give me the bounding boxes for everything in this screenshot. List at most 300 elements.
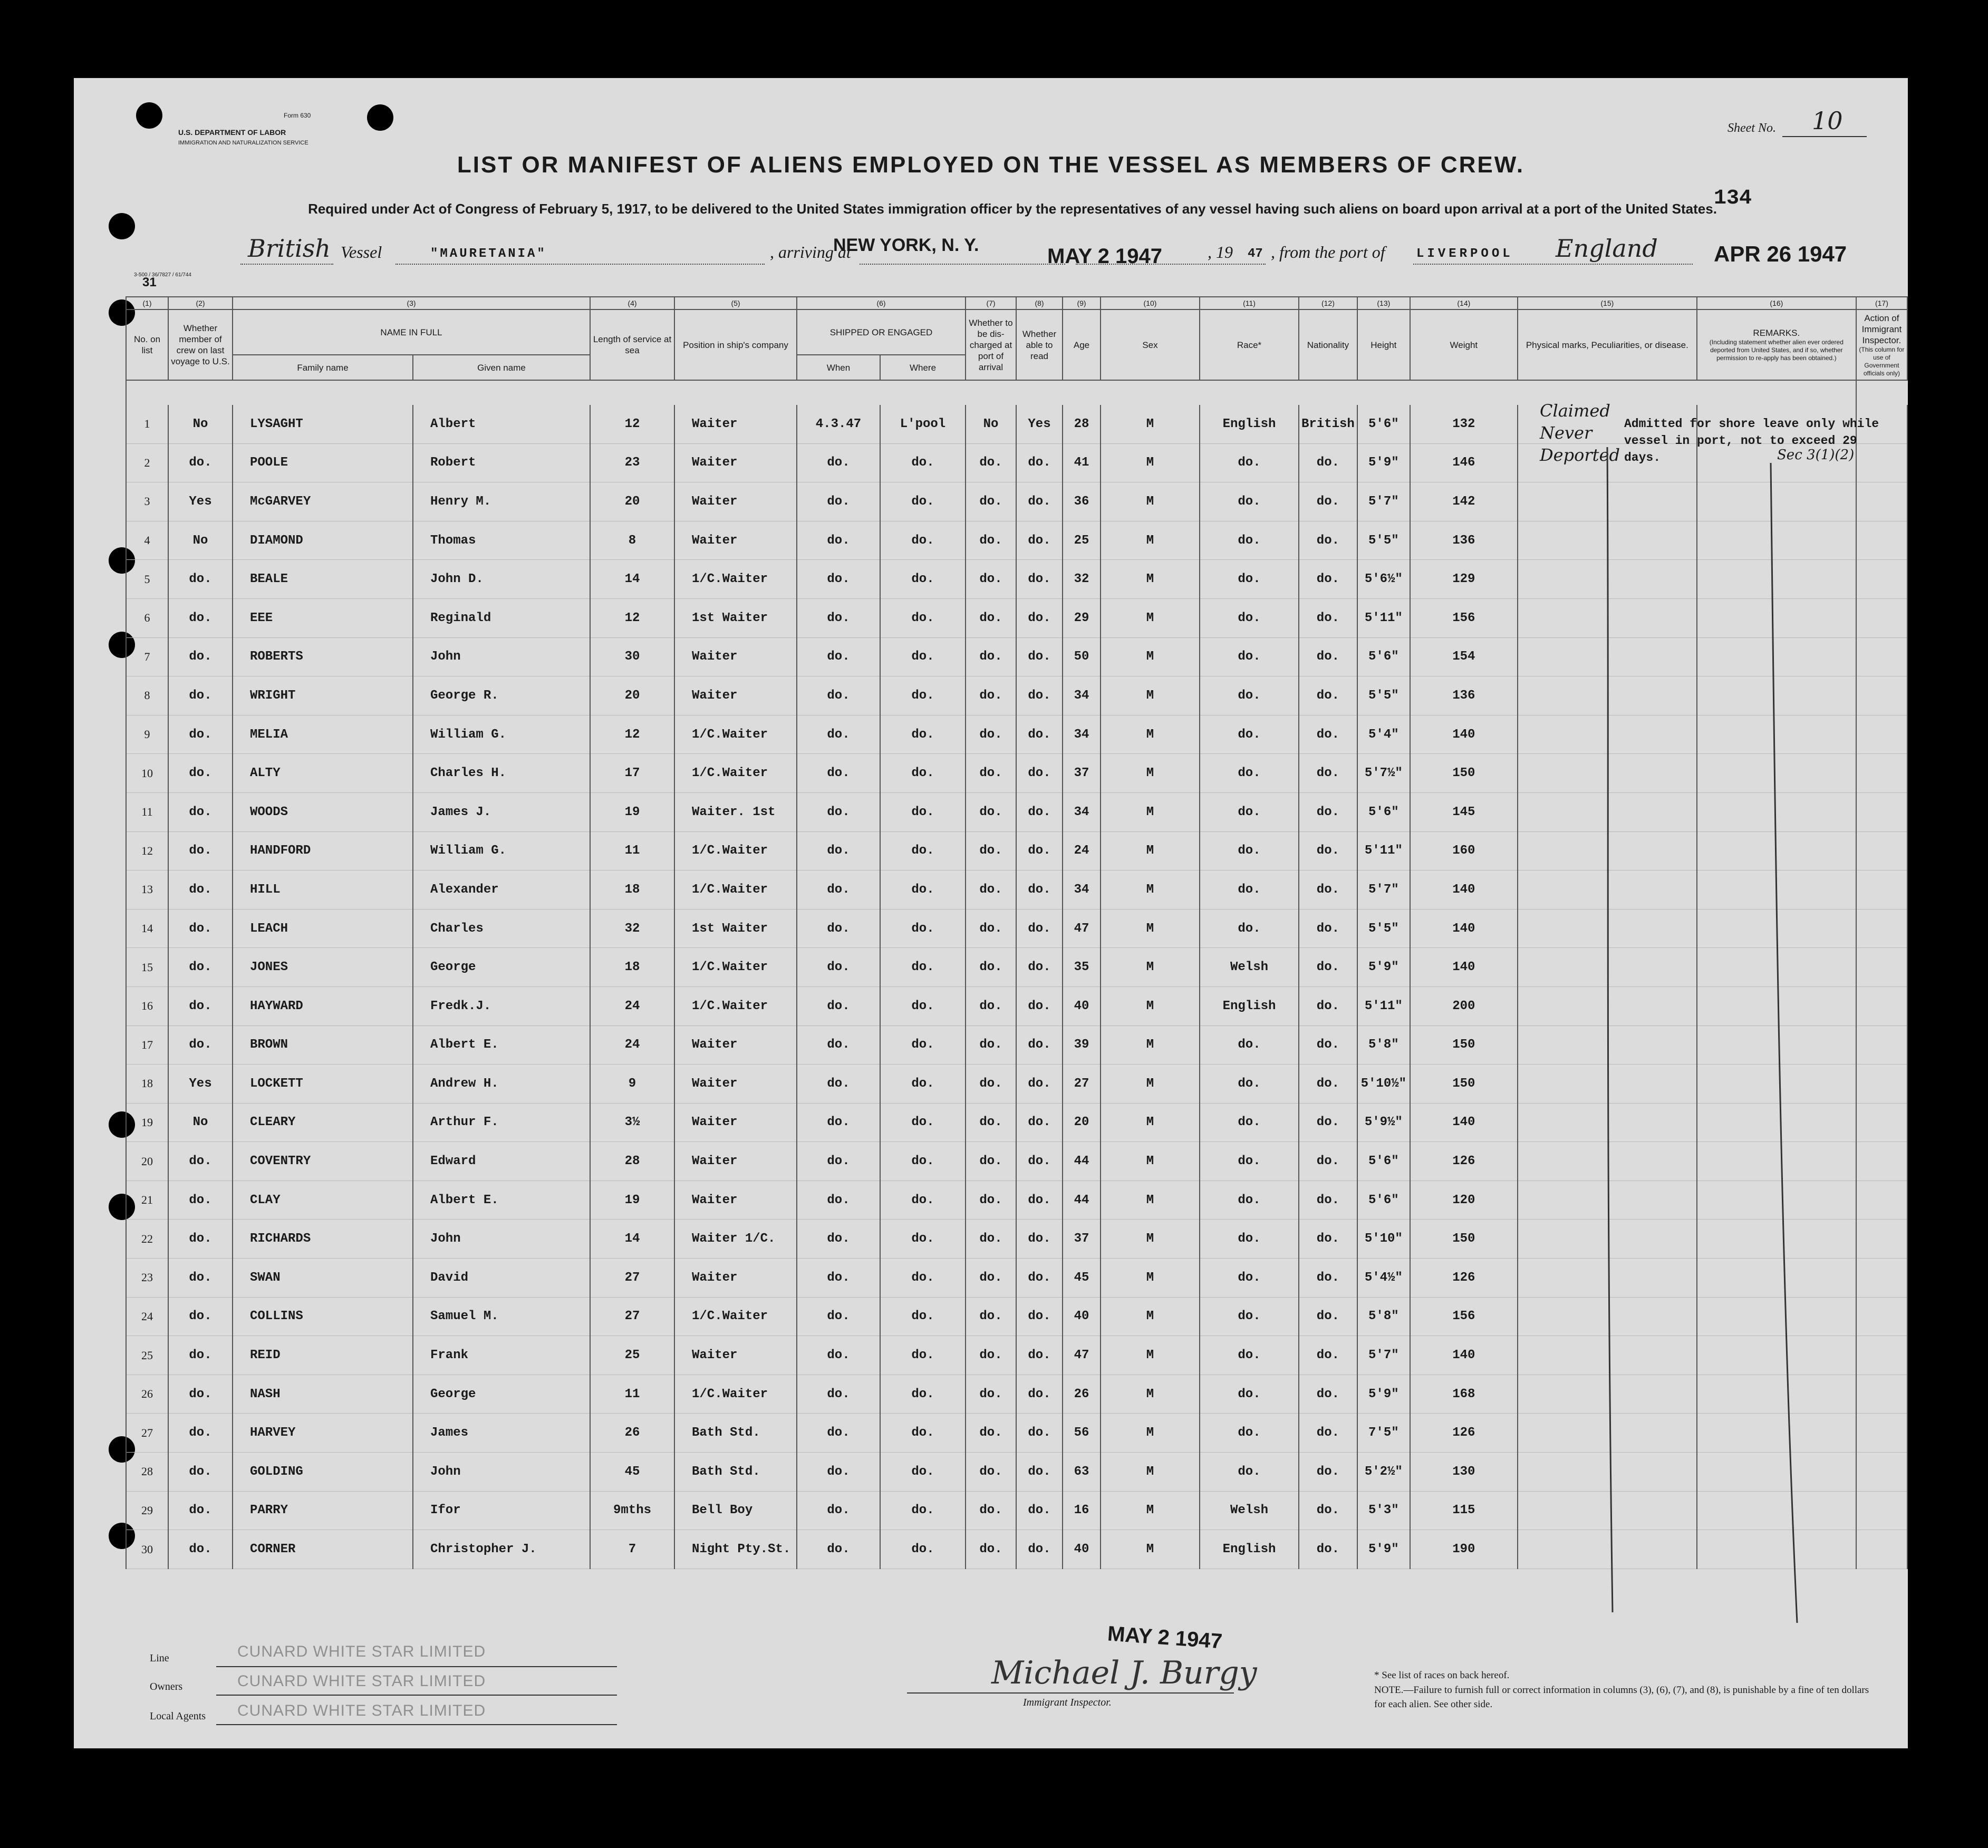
family-name: CLAY	[233, 1181, 413, 1220]
action-cell	[1856, 1142, 1907, 1181]
vessel-label: Vessel	[341, 243, 382, 262]
previous-voyage: do.	[168, 986, 233, 1025]
age: 37	[1063, 1220, 1101, 1259]
shipped-where: do.	[880, 1491, 966, 1530]
col-num: (17)	[1856, 297, 1907, 309]
shipped-where: do.	[880, 1414, 966, 1453]
nationality: do.	[1299, 715, 1357, 754]
age: 44	[1063, 1181, 1101, 1220]
height: 5'9"	[1357, 1530, 1410, 1569]
position: Waiter	[674, 1181, 797, 1220]
header-race: Race*	[1200, 309, 1299, 380]
action-title: Action of Immigrant Inspector.	[1861, 313, 1902, 345]
position: Waiter	[674, 1103, 797, 1142]
dotted-line	[1413, 264, 1693, 265]
action-cell	[1856, 1414, 1907, 1453]
shipped-where: do.	[880, 909, 966, 948]
punch-hole	[109, 213, 135, 239]
races-note: * See list of races on back hereof.	[1374, 1670, 1510, 1681]
height: 5'6"	[1357, 637, 1410, 676]
given-name: Fredk.J.	[413, 986, 590, 1025]
service-length: 18	[590, 948, 674, 987]
family-name: CLEARY	[233, 1103, 413, 1142]
age: 40	[1063, 1530, 1101, 1569]
given-name: Ifor	[413, 1491, 590, 1530]
shipped-when: do.	[797, 1103, 880, 1142]
manifest-sheet	[74, 78, 1908, 1748]
row-number: 4	[126, 521, 168, 560]
header-whether-member: Whether member of crew on last voyage to U.S.	[168, 309, 233, 380]
col-num: (9)	[1063, 297, 1101, 309]
discharged: do.	[966, 948, 1016, 987]
weight: 146	[1410, 443, 1518, 482]
race: do.	[1200, 560, 1299, 599]
header-discharged: Whether to be dis-charged at port of arrival	[966, 309, 1016, 380]
action-cell	[1856, 1453, 1907, 1492]
sex: M	[1101, 1530, 1200, 1569]
race: do.	[1200, 1375, 1299, 1414]
position: 1st Waiter	[674, 598, 797, 637]
shipped-where: do.	[880, 1297, 966, 1336]
row-number: 10	[126, 754, 168, 793]
family-name: HANDFORD	[233, 831, 413, 870]
row-number: 23	[126, 1259, 168, 1298]
sex: M	[1101, 909, 1200, 948]
height: 5'4½"	[1357, 1259, 1410, 1298]
family-name: LYSAGHT	[233, 405, 413, 443]
penalty-note: NOTE.—Failure to furnish full or correct information in columns (3), (6), (7), and (8), is punishable by a fine of ten dollars for each alien. See other side.	[1374, 1685, 1869, 1710]
nationality: do.	[1299, 1297, 1357, 1336]
shipped-where: do.	[880, 1065, 966, 1104]
sex: M	[1101, 1103, 1200, 1142]
header-height: Height	[1357, 309, 1410, 380]
form-number: Form 630	[284, 112, 311, 119]
from-port: LIVERPOOL	[1416, 247, 1513, 261]
able-to-read: do.	[1016, 637, 1063, 676]
header-name-in-full: NAME IN FULL	[233, 309, 590, 355]
agents-company-stamp: CUNARD WHITE STAR LIMITED	[237, 1702, 486, 1719]
discharged: do.	[966, 715, 1016, 754]
able-to-read: do.	[1016, 792, 1063, 831]
shipped-where: do.	[880, 560, 966, 599]
discharged: do.	[966, 1530, 1016, 1569]
family-name: McGARVEY	[233, 482, 413, 521]
position: 1/C.Waiter	[674, 1297, 797, 1336]
family-name: RICHARDS	[233, 1220, 413, 1259]
previous-voyage: do.	[168, 831, 233, 870]
discharged: do.	[966, 831, 1016, 870]
previous-voyage: do.	[168, 1530, 233, 1569]
service-length: 12	[590, 405, 674, 443]
age: 34	[1063, 792, 1101, 831]
row-number: 30	[126, 1530, 168, 1569]
row-number: 26	[126, 1375, 168, 1414]
age: 41	[1063, 443, 1101, 482]
discharged: do.	[966, 598, 1016, 637]
previous-voyage: do.	[168, 1336, 233, 1375]
given-name: Charles H.	[413, 754, 590, 793]
race: do.	[1200, 482, 1299, 521]
row-number: 6	[126, 598, 168, 637]
weight: 200	[1410, 986, 1518, 1025]
weight: 132	[1410, 405, 1518, 443]
col-num: (15)	[1518, 297, 1697, 309]
agents-label: Local Agents	[150, 1710, 206, 1722]
service-name: IMMIGRATION AND NATURALIZATION SERVICE	[178, 140, 308, 146]
given-name: Alexander	[413, 870, 590, 910]
age: 63	[1063, 1453, 1101, 1492]
able-to-read: do.	[1016, 1336, 1063, 1375]
dotted-line	[240, 264, 333, 265]
able-to-read: do.	[1016, 1065, 1063, 1104]
remarks-title: REMARKS.	[1753, 328, 1800, 338]
age: 34	[1063, 870, 1101, 910]
given-name: Edward	[413, 1142, 590, 1181]
family-name: BEALE	[233, 560, 413, 599]
service-length: 20	[590, 676, 674, 715]
service-length: 9mths	[590, 1491, 674, 1530]
position: Waiter	[674, 676, 797, 715]
shipped-where: do.	[880, 986, 966, 1025]
punch-hole	[367, 104, 393, 131]
col-num: (16)	[1697, 297, 1856, 309]
nationality: do.	[1299, 1220, 1357, 1259]
col-num: (7)	[966, 297, 1016, 309]
remarks-section: Sec 3(1)(2)	[1777, 447, 1855, 463]
col-num: (5)	[674, 297, 797, 309]
discharged: do.	[966, 1453, 1016, 1492]
given-name: Charles	[413, 909, 590, 948]
shipped-where: do.	[880, 831, 966, 870]
service-length: 9	[590, 1065, 674, 1104]
race: do.	[1200, 909, 1299, 948]
age: 32	[1063, 560, 1101, 599]
able-to-read: do.	[1016, 521, 1063, 560]
age: 37	[1063, 754, 1101, 793]
position: Waiter	[674, 521, 797, 560]
family-name: LOCKETT	[233, 1065, 413, 1104]
able-to-read: do.	[1016, 1375, 1063, 1414]
department-name: U.S. DEPARTMENT OF LABOR	[178, 128, 286, 137]
shipped-when: do.	[797, 831, 880, 870]
shipped-where: do.	[880, 870, 966, 910]
age: 47	[1063, 1336, 1101, 1375]
dotted-line	[860, 264, 1065, 265]
shipped-where: do.	[880, 1103, 966, 1142]
header-when: When	[797, 355, 880, 380]
family-name: LEACH	[233, 909, 413, 948]
able-to-read: do.	[1016, 754, 1063, 793]
given-name: William G.	[413, 715, 590, 754]
sheet-underline	[1782, 136, 1867, 137]
family-name: EEE	[233, 598, 413, 637]
shipped-when: do.	[797, 1065, 880, 1104]
family-name: ROBERTS	[233, 637, 413, 676]
race: do.	[1200, 1142, 1299, 1181]
age: 26	[1063, 1375, 1101, 1414]
discharged: do.	[966, 1181, 1016, 1220]
previous-voyage: do.	[168, 1259, 233, 1298]
action-cell	[1856, 1220, 1907, 1259]
service-length: 45	[590, 1453, 674, 1492]
previous-voyage: do.	[168, 443, 233, 482]
nationality: do.	[1299, 1375, 1357, 1414]
family-name: WOODS	[233, 792, 413, 831]
previous-voyage: do.	[168, 1375, 233, 1414]
age: 39	[1063, 1025, 1101, 1065]
year-label: , 19	[1208, 243, 1233, 262]
race: do.	[1200, 443, 1299, 482]
age: 56	[1063, 1414, 1101, 1453]
service-length: 11	[590, 831, 674, 870]
nationality: do.	[1299, 521, 1357, 560]
row-number: 7	[126, 637, 168, 676]
able-to-read: do.	[1016, 1181, 1063, 1220]
col-num: (3)	[233, 297, 590, 309]
weight: 126	[1410, 1414, 1518, 1453]
family-name: ALTY	[233, 754, 413, 793]
discharged: do.	[966, 1142, 1016, 1181]
action-cell	[1856, 948, 1907, 987]
row-number: 2	[126, 443, 168, 482]
age: 24	[1063, 831, 1101, 870]
able-to-read: do.	[1016, 1259, 1063, 1298]
action-cell	[1856, 870, 1907, 910]
line-company-stamp: CUNARD WHITE STAR LIMITED	[237, 1643, 486, 1660]
row-number: 18	[126, 1065, 168, 1104]
sheet-label: Sheet No.	[1728, 121, 1776, 135]
nationality: do.	[1299, 1453, 1357, 1492]
service-length: 27	[590, 1259, 674, 1298]
shipped-where: do.	[880, 1259, 966, 1298]
action-cell	[1856, 754, 1907, 793]
shipped-when: do.	[797, 1259, 880, 1298]
race: do.	[1200, 792, 1299, 831]
service-length: 19	[590, 1181, 674, 1220]
given-name: John	[413, 637, 590, 676]
age: 27	[1063, 1065, 1101, 1104]
nationality: do.	[1299, 1025, 1357, 1065]
family-name: BROWN	[233, 1025, 413, 1065]
header-physical-marks: Physical marks, Peculiarities, or disease.	[1518, 309, 1697, 380]
height: 5'7½"	[1357, 754, 1410, 793]
height: 5'7"	[1357, 870, 1410, 910]
position: Waiter	[674, 1065, 797, 1104]
nationality: do.	[1299, 598, 1357, 637]
sex: M	[1101, 1336, 1200, 1375]
sex: M	[1101, 1453, 1200, 1492]
weight: 130	[1410, 1453, 1518, 1492]
row-number: 12	[126, 831, 168, 870]
header-nationality: Nationality	[1299, 309, 1357, 380]
given-name: William G.	[413, 831, 590, 870]
header-where: Where	[880, 355, 966, 380]
given-name: James J.	[413, 792, 590, 831]
col-num: (6)	[797, 297, 966, 309]
given-name: Robert	[413, 443, 590, 482]
able-to-read: do.	[1016, 1142, 1063, 1181]
row-number: 20	[126, 1142, 168, 1181]
discharged: do.	[966, 1297, 1016, 1336]
sex: M	[1101, 676, 1200, 715]
position: 1/C.Waiter	[674, 948, 797, 987]
line-label: Line	[150, 1652, 169, 1664]
shipped-when: do.	[797, 521, 880, 560]
nationality: do.	[1299, 870, 1357, 910]
discharged: do.	[966, 754, 1016, 793]
weight: 126	[1410, 1259, 1518, 1298]
nationality: do.	[1299, 1336, 1357, 1375]
weight: 190	[1410, 1530, 1518, 1569]
race: do.	[1200, 1220, 1299, 1259]
able-to-read: do.	[1016, 443, 1063, 482]
family-name: HILL	[233, 870, 413, 910]
position: Bath Std.	[674, 1453, 797, 1492]
row-number: 16	[126, 986, 168, 1025]
col-num: (8)	[1016, 297, 1063, 309]
discharged: do.	[966, 986, 1016, 1025]
col-num: (4)	[590, 297, 674, 309]
family-name: CORNER	[233, 1530, 413, 1569]
race: do.	[1200, 1453, 1299, 1492]
shipped-where: L'pool	[880, 405, 966, 443]
able-to-read: do.	[1016, 1530, 1063, 1569]
shipped-where: do.	[880, 715, 966, 754]
able-to-read: do.	[1016, 676, 1063, 715]
sex: M	[1101, 1491, 1200, 1530]
height: 5'7"	[1357, 482, 1410, 521]
weight: 156	[1410, 598, 1518, 637]
shipped-where: do.	[880, 1025, 966, 1065]
service-length: 7	[590, 1530, 674, 1569]
nationality: do.	[1299, 443, 1357, 482]
position: Waiter	[674, 1336, 797, 1375]
position: Waiter	[674, 1259, 797, 1298]
height: 5'5"	[1357, 676, 1410, 715]
weight: 120	[1410, 1181, 1518, 1220]
row-number: 22	[126, 1220, 168, 1259]
age: 28	[1063, 405, 1101, 443]
given-name: Andrew H.	[413, 1065, 590, 1104]
able-to-read: do.	[1016, 831, 1063, 870]
age: 25	[1063, 521, 1101, 560]
position: Waiter	[674, 637, 797, 676]
able-to-read: do.	[1016, 1297, 1063, 1336]
action-cell	[1856, 637, 1907, 676]
shipped-when: do.	[797, 1220, 880, 1259]
discharged: do.	[966, 560, 1016, 599]
height: 5'10"	[1357, 1220, 1410, 1259]
sex: M	[1101, 986, 1200, 1025]
sex: M	[1101, 1297, 1200, 1336]
discharged: do.	[966, 1025, 1016, 1065]
discharged: do.	[966, 482, 1016, 521]
row-number: 19	[126, 1103, 168, 1142]
row-number: 15	[126, 948, 168, 987]
previous-voyage: do.	[168, 948, 233, 987]
able-to-read: do.	[1016, 870, 1063, 910]
previous-voyage: do.	[168, 676, 233, 715]
discharged: do.	[966, 1220, 1016, 1259]
service-length: 27	[590, 1297, 674, 1336]
service-length: 19	[590, 792, 674, 831]
shipped-where: do.	[880, 598, 966, 637]
nationality: do.	[1299, 1530, 1357, 1569]
sex: M	[1101, 482, 1200, 521]
nationality: British	[1299, 405, 1357, 443]
sex: M	[1101, 1181, 1200, 1220]
sex: M	[1101, 870, 1200, 910]
race: do.	[1200, 1103, 1299, 1142]
sex: M	[1101, 1065, 1200, 1104]
remarks-subtitle: (Including statement whether alien ever ordered deported from United States, and if so, whether permission to re-apply has been obtained.)	[1709, 338, 1844, 362]
race: English	[1200, 986, 1299, 1025]
shipped-when: do.	[797, 1491, 880, 1530]
shipped-where: do.	[880, 443, 966, 482]
position: 1/C.Waiter	[674, 986, 797, 1025]
action-cell	[1856, 1025, 1907, 1065]
action-cell	[1856, 1336, 1907, 1375]
remarks-handwritten: Claimed Never Deported	[1540, 401, 1620, 465]
shipped-where: do.	[880, 1142, 966, 1181]
able-to-read: do.	[1016, 482, 1063, 521]
family-name: PARRY	[233, 1491, 413, 1530]
family-name: POOLE	[233, 443, 413, 482]
weight: 140	[1410, 870, 1518, 910]
position: Waiter	[674, 405, 797, 443]
inspector-label: Immigrant Inspector.	[1023, 1697, 1112, 1708]
sex: M	[1101, 1375, 1200, 1414]
shipped-when: do.	[797, 1336, 880, 1375]
row-number: 25	[126, 1336, 168, 1375]
race: do.	[1200, 637, 1299, 676]
sheet-number: 10	[1812, 107, 1843, 135]
remarks-typed: Admitted for shore leave only while vessel in port, not to exceed 29 days.	[1624, 417, 1879, 465]
given-name: David	[413, 1259, 590, 1298]
shipped-when: do.	[797, 870, 880, 910]
given-name: Albert E.	[413, 1181, 590, 1220]
row-number: 24	[126, 1297, 168, 1336]
weight: 140	[1410, 948, 1518, 987]
service-length: 25	[590, 1336, 674, 1375]
row-number: 9	[126, 715, 168, 754]
sex: M	[1101, 1025, 1200, 1065]
col-num: (1)	[126, 297, 168, 309]
previous-voyage: No	[168, 405, 233, 443]
inspector-signature: Michael J. Burgy	[991, 1655, 1257, 1691]
discharged: do.	[966, 521, 1016, 560]
height: 5'6"	[1357, 405, 1410, 443]
weight: 129	[1410, 560, 1518, 599]
race: do.	[1200, 754, 1299, 793]
header-weight: Weight	[1410, 309, 1518, 380]
header-position: Position in ship's company	[674, 309, 797, 380]
shipped-when: do.	[797, 1297, 880, 1336]
position: Night Pty.St.	[674, 1530, 797, 1569]
header-sex: Sex	[1101, 309, 1200, 380]
age: 47	[1063, 909, 1101, 948]
sex: M	[1101, 405, 1200, 443]
able-to-read: do.	[1016, 1414, 1063, 1453]
height: 5'9"	[1357, 1375, 1410, 1414]
weight: 154	[1410, 637, 1518, 676]
arriving-port: NEW YORK, N. Y.	[833, 235, 979, 255]
weight: 160	[1410, 831, 1518, 870]
shipped-when: do.	[797, 754, 880, 793]
side-code: 31	[142, 275, 157, 289]
signature-underline	[907, 1692, 1234, 1694]
previous-voyage: do.	[168, 909, 233, 948]
